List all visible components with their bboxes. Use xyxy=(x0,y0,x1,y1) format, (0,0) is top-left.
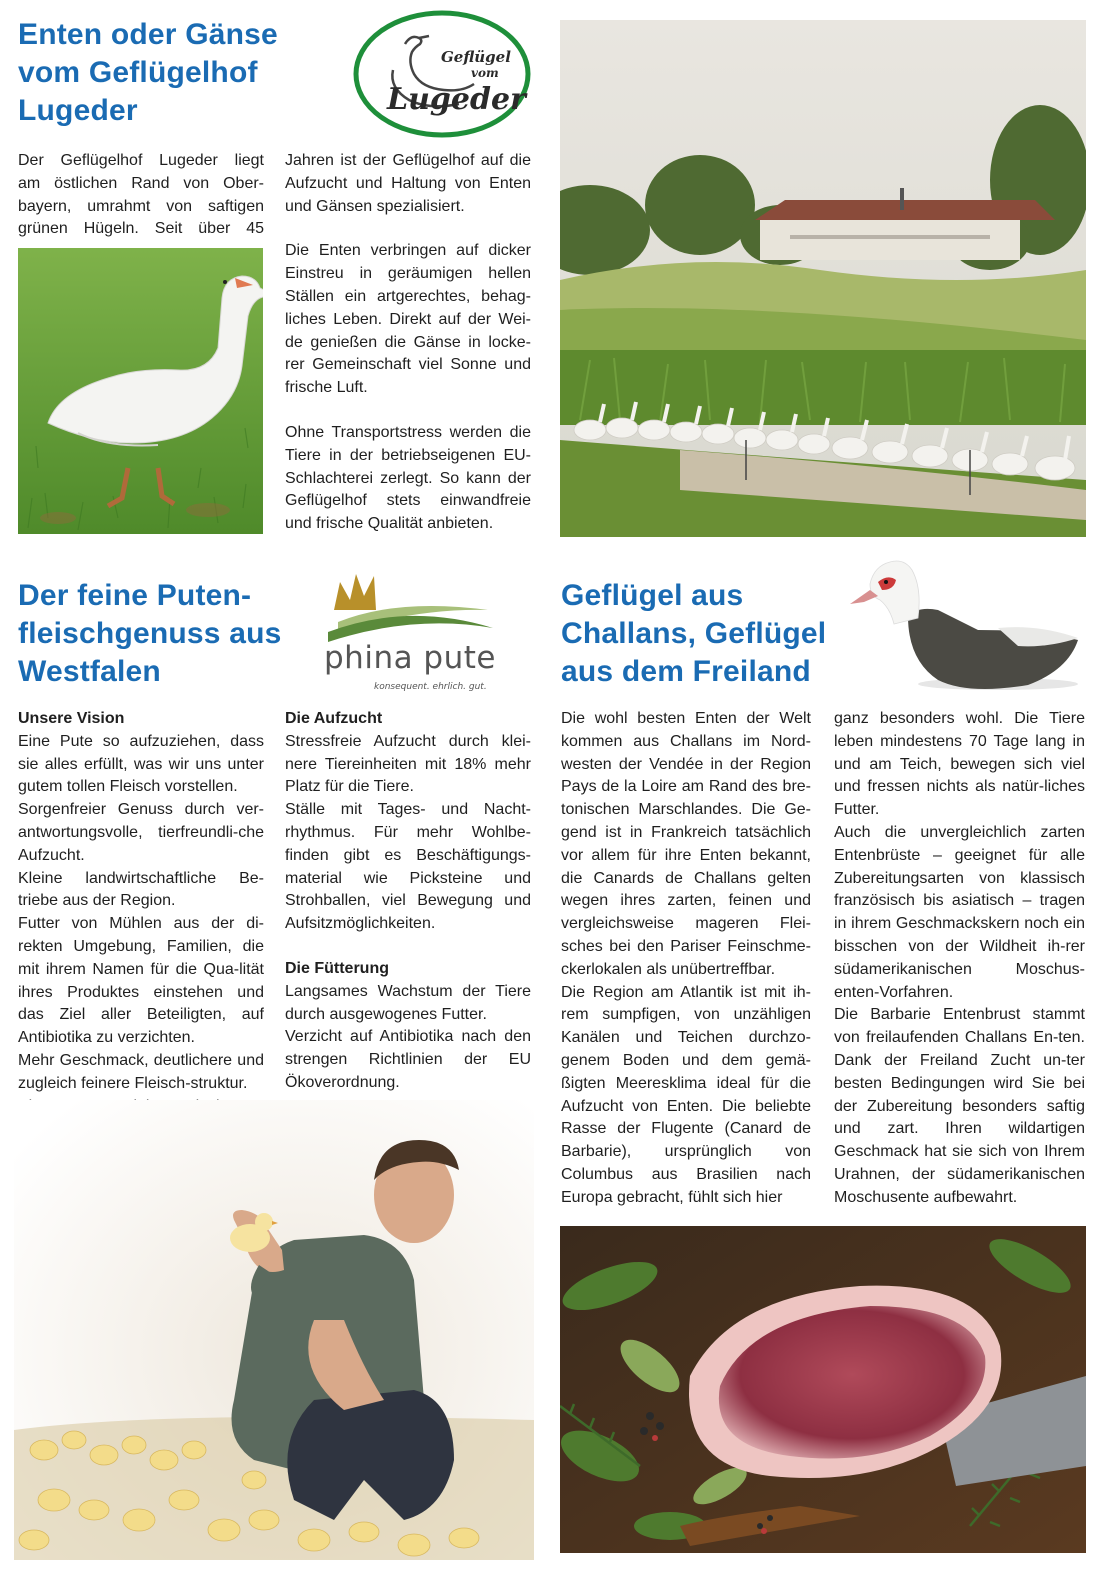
goose-photo xyxy=(18,248,263,534)
section1-title-line: Enten oder Gänse xyxy=(18,18,278,51)
section1-col2-text xyxy=(285,150,531,536)
paragraph: Futter von Mühlen aus der di-rekten Umgebung, Familien, die mit ihrem Namen für die Qua-lität ihres Produktes einstehen und das Ziel aller Beteiligten, auf Antibiotika zu verzichten. xyxy=(18,915,264,1047)
paragraph: Die Barbarie Entenbrust stammt von freilaufenden Challans En-ten. Dank der Freiland Zucht un-ter besten Bedingungen wird Sie bei der Zubereitung besonders saftig und zart. Ihren wildartigen Geschmack hat sie sich von Ihrem Urahnen, der südamerikanischen Moschusente aufbewahrt. xyxy=(834,1006,1085,1206)
logo-text-lugeder: Lugeder xyxy=(387,82,526,117)
text-line: grünen Hügeln. Seit über 45 xyxy=(18,220,264,238)
paragraph: ganz besonders wohl. Die Tiere leben mindestens 70 Tage lang in und am Teich, bewegen sich viel und fressen nichts als natür-liches Futter. xyxy=(834,710,1085,819)
subheading-unsere-vision: Unsere Vision xyxy=(18,710,125,727)
paragraph: Eine Pute so aufzuziehen, dass sie alles erfüllt, was wir uns unter gutem tollen Fleisch vorstellen. xyxy=(18,732,264,796)
paragraph: Verzicht auf Antibiotika nach den strengen Richtlinien der EU Ökoverordnung. xyxy=(285,1028,531,1091)
section2-title-line: Westfalen xyxy=(18,655,161,688)
paragraph: Ohne Transportstress werden die Tiere in der betriebseigenen EU-Schlachterei zerlegt. So kann der Geflügelhof stets einwandfreie und frische Qualität anbieten. xyxy=(285,423,531,533)
paragraph: Langsames Wachstum der Tiere durch ausgewogenes Futter. xyxy=(285,982,531,1023)
paragraph: Die wohl besten Enten der Welt kommen aus Challans im Nord-westen der Vendée in der Region Pays de la Loire am Rand des bre-tonischen Marschlandes. Die Ge-gend ist in Frankreich tatsächlich vor allem für ihre Enten bekannt, die Canards de Challans gelten wegen ihres zarten, feinen und vergleichsweise mageren Flei-sches bei den Pariser Feinschme-ckerlokalen als unübertreffbar. xyxy=(561,710,811,978)
paragraph: Auch die unvergleichlich zarten Entenbrüste – geeignet für alle Zubereitungsarten von klassisch französisch bis asiatisch – tragen in ihrem Geschmackskern noch ein bisschen von der Wildheit ih-rer südamerikanischen Moschus-enten-Vorfahren. xyxy=(834,823,1085,1001)
section1-title-line: Lugeder xyxy=(18,94,138,127)
lugeder-logo xyxy=(353,10,531,138)
paragraph: Sorgenfreier Genuss durch ver-antwortungsvolle, tierfreundli-che Aufzucht. xyxy=(18,801,264,864)
text-line: am östlichen Rand von Ober- xyxy=(18,174,264,192)
duck-breast-photo xyxy=(560,1226,1086,1553)
muscovy-duck-photo xyxy=(848,556,1088,696)
section3-title-line: aus dem Freiland xyxy=(561,655,811,688)
paragraph: Die Region am Atlantik ist mit ih-rem sumpfigen, von unzähligen Kanälen und Teichen durchzo-genem Boden und dem gemä-ßigten Meeresklima ideal für die Aufzucht von Enten. Die beliebte Rasse der Flugente (Canard de Barbarie), ursprünglich von Columbus aus Brasilien nach Europa gebracht, fühlt sich hier xyxy=(561,983,811,1206)
phina-pute-tagline: konsequent. ehrlich. gut. xyxy=(374,682,487,692)
crown-icon xyxy=(334,574,376,610)
text-line: Der Geflügelhof Lugeder liegt xyxy=(18,152,264,169)
section3-title-line: Challans, Geflügel xyxy=(561,617,827,650)
subheading-die-fuetterung: Die Fütterung xyxy=(285,959,389,977)
logo-text-gefluegel: Geflügel xyxy=(441,48,511,66)
section2-title-line: fleischgenuss aus xyxy=(18,617,282,650)
farm-geese-photo xyxy=(560,20,1086,537)
section2-col2-text xyxy=(285,708,531,1095)
section1-title xyxy=(18,16,338,130)
text-line: bayern, umrahmt von saftigen xyxy=(18,197,264,215)
phina-pute-wordmark: phina pute xyxy=(324,640,496,676)
phina-pute-logo xyxy=(318,566,508,696)
subheading-die-aufzucht: Die Aufzucht xyxy=(285,710,383,727)
paragraph: Die Enten verbringen auf dicker Einstreu in geräumigen hellen Ställen ein artgerechtes, behag-liches Leben. Direkt auf der Wei-de genießen die Gänse in locke-rer Gemeinschaft viel Sonne und frische Luft. xyxy=(285,242,531,397)
section3-col2-text xyxy=(834,708,1085,1210)
paragraph: Kleine landwirtschaftliche Be-triebe aus der Region. xyxy=(18,869,264,910)
section2-title xyxy=(18,577,318,691)
section1-col1-text xyxy=(18,150,264,241)
paragraph: Jahren ist der Geflügelhof auf die Aufzucht und Haltung von Enten und Gänsen spezialisiert. xyxy=(285,152,531,215)
logo-text-vom: vom xyxy=(471,66,499,80)
section1-title-line: vom Geflügelhof xyxy=(18,56,258,89)
section3-title xyxy=(561,577,851,691)
section3-col1-text xyxy=(561,708,811,1210)
paragraph: Mehr Geschmack, deutlichere und zugleich feinere Fleisch-struktur. xyxy=(18,1051,264,1092)
farmer-with-chick-photo xyxy=(14,1100,534,1560)
section2-title-line: Der feine Puten- xyxy=(18,579,252,612)
section3-title-line: Geflügel aus xyxy=(561,579,744,612)
paragraph: Ställe mit Tages- und Nacht-rhythmus. Für mehr Wohlbe-finden gibt es Beschäftigungs-material wie Picksteine und Strohballen, viel Bewegung und Aufsitzmöglichkeiten. xyxy=(285,801,531,933)
section2-col1-text xyxy=(18,708,264,1141)
paragraph: Stressfreie Aufzucht durch klei-nere Tiereinheiten mit 18% mehr Platz für die Tiere. xyxy=(285,732,531,796)
